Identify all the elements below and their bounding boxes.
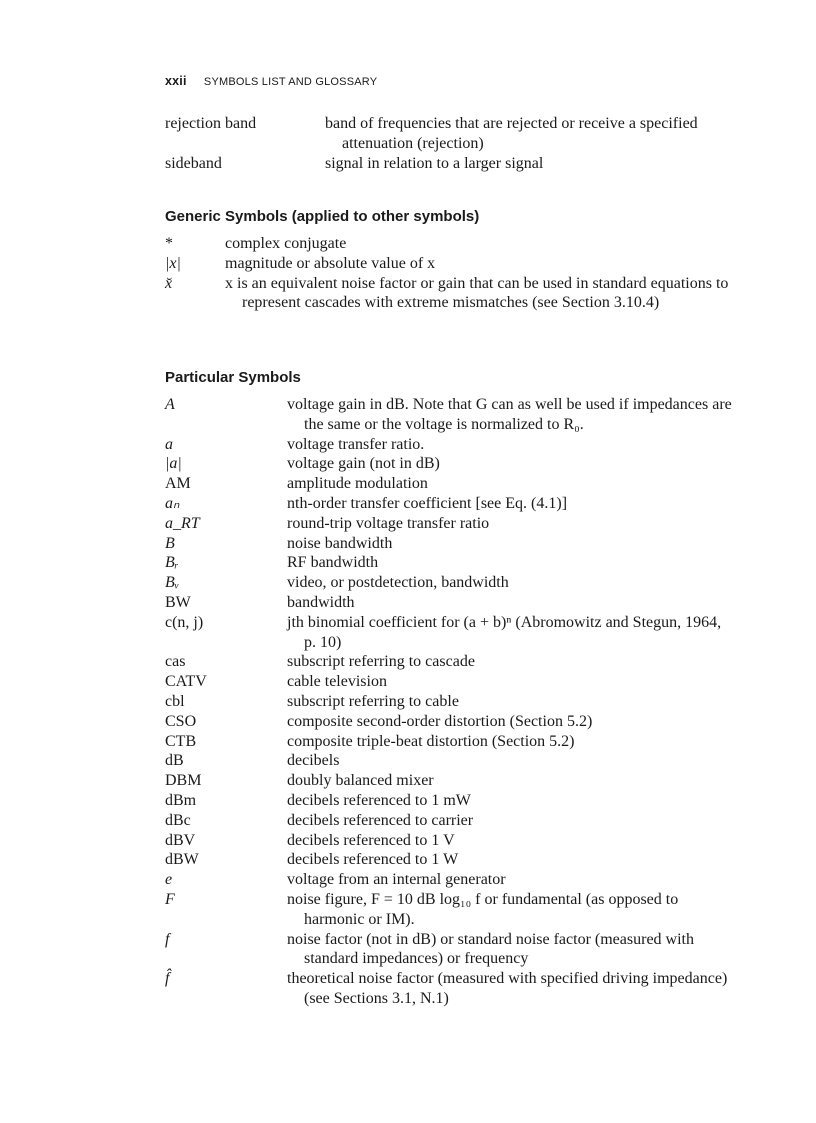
glossary-continued-section — [165, 114, 736, 173]
symbol: dBc — [165, 811, 191, 829]
definition: decibels — [287, 752, 340, 770]
list-item — [165, 672, 736, 692]
list-item — [165, 254, 736, 274]
symbol: a — [165, 435, 173, 453]
list-item — [165, 890, 736, 930]
definition: composite second-order distortion (Section 5.2) — [287, 712, 593, 730]
list-item — [165, 850, 736, 870]
definition: doubly balanced mixer — [287, 772, 434, 790]
definition: x is an equivalent noise factor or gain that can be used in standard equations to represent cascades with extreme mismatches (see Section 3.10.4) — [225, 274, 729, 312]
definition: decibels referenced to 1 W — [287, 851, 459, 869]
list-item — [165, 593, 736, 613]
list-item — [165, 234, 736, 254]
list-item — [165, 732, 736, 752]
symbol: A — [165, 396, 175, 413]
definition: noise figure, F = 10 dB log₁₀ f or fundamental (as opposed to harmonic or IM). — [287, 890, 679, 928]
list-item — [165, 514, 736, 534]
symbol: dBm — [165, 791, 197, 809]
definition: voltage gain in dB. Note that G can as well be used if impedances are the same or the voltage is normalized to R₀. — [287, 396, 732, 433]
definition: noise bandwidth — [287, 534, 393, 552]
list-item — [165, 154, 736, 174]
symbol: x̆ — [165, 274, 173, 292]
definition: jth binomial coefficient for (a + b)ⁿ (Abromowitz and Stegun, 1964, p. 10) — [287, 613, 722, 651]
term: sideband — [165, 154, 222, 172]
list-item — [165, 831, 736, 851]
definition: cable television — [287, 673, 387, 691]
list-item — [165, 613, 736, 653]
list-item — [165, 811, 736, 831]
symbol: B — [165, 534, 175, 552]
symbol: |a| — [165, 455, 182, 473]
list-item — [165, 114, 736, 154]
section-heading: Generic Symbols (applied to other symbols) — [165, 208, 480, 225]
generic-symbols-section — [165, 208, 736, 313]
symbol: e — [165, 871, 173, 889]
list-item — [165, 395, 736, 435]
symbol: AM — [165, 475, 191, 493]
symbol: dBV — [165, 831, 196, 849]
symbol: c(n, j) — [165, 613, 204, 631]
particular-symbols-section — [165, 369, 736, 1009]
definition: subscript referring to cascade — [287, 653, 475, 671]
definition: theoretical noise factor (measured with specified driving impedance) (see Sections 3.1, N.1) — [287, 970, 728, 1007]
symbol: f — [165, 930, 170, 948]
definition: RF bandwidth — [287, 554, 379, 572]
definition: subscript referring to cable — [287, 692, 459, 710]
symbol: Bᵣ — [165, 554, 179, 572]
term: rejection band — [165, 115, 257, 132]
page-number: xxii — [165, 74, 187, 88]
symbol: DBM — [165, 772, 202, 790]
section-heading: Particular Symbols — [165, 369, 301, 386]
list-item — [165, 573, 736, 593]
list-item — [165, 930, 736, 970]
definition: complex conjugate — [225, 235, 347, 252]
list-item — [165, 435, 736, 455]
symbol: * — [165, 235, 173, 252]
symbol: f̂ — [165, 970, 170, 988]
definition: band of frequencies that are rejected or receive a specified attenuation (rejection) — [325, 115, 698, 152]
definition: round-trip voltage transfer ratio — [287, 514, 490, 532]
definition: composite triple-beat distortion (Section 5.2) — [287, 732, 575, 750]
particular-symbols-list — [165, 395, 736, 1009]
list-item — [165, 553, 736, 573]
list-item — [165, 751, 736, 771]
list-item — [165, 454, 736, 474]
symbol: Bᵥ — [165, 574, 180, 592]
definition: magnitude or absolute value of x — [225, 254, 436, 272]
symbol: cbl — [165, 692, 185, 710]
list-item — [165, 712, 736, 732]
symbol: CSO — [165, 712, 197, 730]
definition: decibels referenced to 1 V — [287, 831, 455, 849]
definition: signal in relation to a larger signal — [325, 154, 544, 172]
running-header — [165, 74, 377, 88]
symbol: aₙ — [165, 494, 180, 512]
list-item — [165, 870, 736, 890]
symbol: CTB — [165, 732, 197, 750]
definition: video, or postdetection, bandwidth — [287, 574, 509, 592]
list-item — [165, 969, 736, 1009]
definition: voltage gain (not in dB) — [287, 455, 440, 473]
symbol: dB — [165, 752, 184, 770]
symbol: CATV — [165, 673, 207, 691]
list-item — [165, 534, 736, 554]
definition: decibels referenced to 1 mW — [287, 791, 471, 809]
list-item — [165, 652, 736, 672]
symbol: a_RT — [165, 514, 200, 532]
symbol: cas — [165, 653, 186, 671]
list-item — [165, 274, 736, 314]
symbol: BW — [165, 593, 191, 611]
symbol: dBW — [165, 851, 199, 869]
definition: nth-order transfer coefficient [see Eq. (4.1)] — [287, 494, 568, 512]
running-title: SYMBOLS LIST AND GLOSSARY — [203, 76, 378, 88]
list-item — [165, 692, 736, 712]
symbol: F — [165, 890, 175, 908]
definition: amplitude modulation — [287, 475, 428, 493]
definition: voltage from an internal generator — [287, 871, 506, 889]
symbol: |x| — [165, 254, 181, 272]
definition: noise factor (not in dB) or standard noise factor (measured with standard impedances) or frequency — [287, 930, 694, 968]
list-item — [165, 474, 736, 494]
definition: voltage transfer ratio. — [287, 435, 425, 453]
list-item — [165, 494, 736, 514]
definition: decibels referenced to carrier — [287, 811, 474, 829]
list-item — [165, 791, 736, 811]
definition: bandwidth — [287, 593, 355, 611]
list-item — [165, 771, 736, 791]
